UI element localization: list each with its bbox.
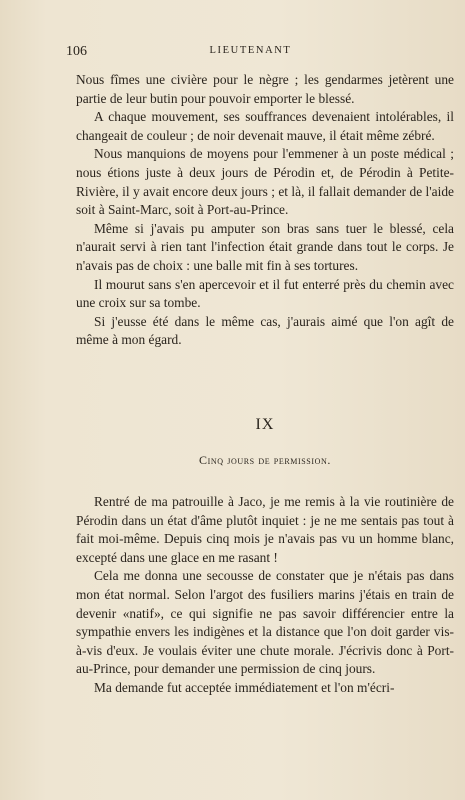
- text-block-chapter-body: [76, 493, 454, 698]
- page-header: [66, 44, 435, 60]
- page-number: 106: [66, 44, 87, 59]
- paragraph: A chaque mouvement, ses souffrances devenaient intolérables, il changeait de couleur ; de noir devenait mauve, il était même zébré.: [76, 109, 454, 143]
- paragraph: Ma demande fut acceptée immédiatement et l'on m'écri-: [94, 679, 395, 695]
- paragraph: Même si j'avais pu amputer son bras sans tuer le blessé, cela n'aurait servi à rien tant l'infection était grande dans tout le corps. Je n'avais pas de choix : une balle mit fin à ses tortures.: [76, 220, 454, 273]
- chapter-number: IX: [255, 416, 275, 433]
- paragraph: Nous manquions de moyens pour l'emmener à un poste médical ; nous étions juste à deux jours de Pérodin et, de Pérodin à Petite-Rivière, il y avait encore deux jours ; et là, il fallait demander de l'aide soit à Saint-Marc, soit à Port-au-Prince.: [76, 146, 454, 218]
- paragraph: Si j'eusse été dans le même cas, j'aurais aimé que l'on agît de même à mon égard.: [76, 313, 454, 348]
- paragraph: Rentré de ma patrouille à Jaco, je me remis à la vie routinière de Pérodin dans un état d'âme plutôt inquiet : je ne me sentais pas tout à fait moi-même. Depuis cinq mois je n'avais pas vu un homme blanc, excepté dans une glace en me rasant !: [76, 494, 454, 565]
- paragraph: Il mourut sans s'en apercevoir et il fut enterré près du chemin avec une croix sur sa tombe.: [76, 276, 454, 311]
- text-block-before-chapter: [76, 71, 454, 350]
- chapter-title: Cinq jours de permission.: [199, 453, 331, 467]
- paragraph: Cela me donna une secousse de constater que je n'étais pas dans mon état normal. Selon l'argot des fusiliers marins j'étais en train de devenir «natif», ce qui signifie ne pas savoir différencier entre la sympathie envers les indigènes et la distance que l'on doit garder vis-à-vis d'eux. Je voulais éviter une chute morale. J'écrivis donc à Port-au-Prince, pour demander une permission de cinq jours.: [76, 568, 454, 677]
- running-title: LIEUTENANT: [209, 45, 292, 56]
- paragraph: Nous fîmes une civière pour le nègre ; les gendarmes jetèrent une partie de leur butin pour pouvoir emporter le blessé.: [76, 72, 454, 106]
